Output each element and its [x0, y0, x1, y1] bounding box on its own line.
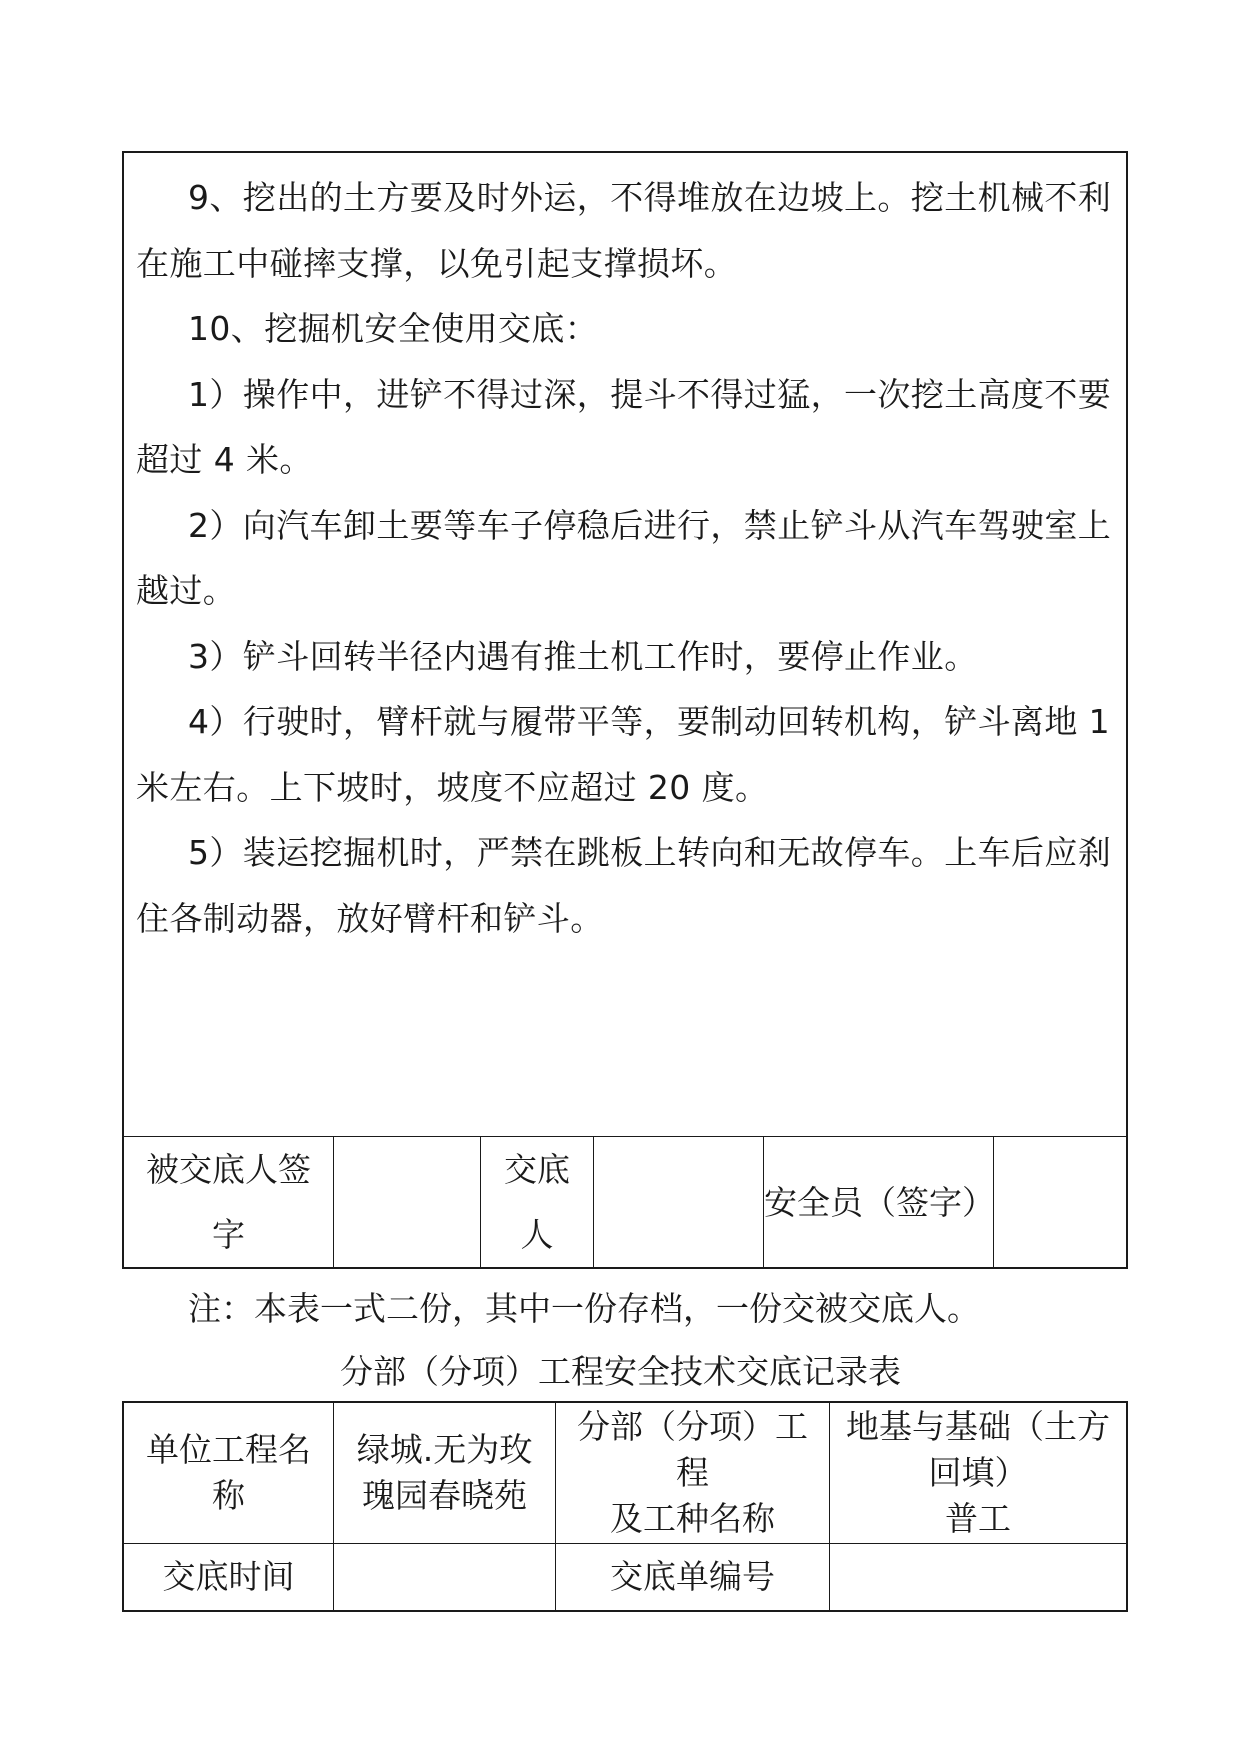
- procedure-subitem-2: 2）向汽车卸土要等车子停稳后进行，禁止铲斗从汽车驾驶室上越过。: [136, 505, 1112, 610]
- recipient-signature-label: [124, 1137, 334, 1267]
- sub-project-value[interactable]: [830, 1403, 1126, 1543]
- sub-project-value-line1: 地基与基础（土方: [846, 1407, 1110, 1446]
- sub-project-label-line2: 程: [676, 1453, 709, 1492]
- briefing-record-table: [122, 151, 1128, 1269]
- briefing-number-label-text: 交底单编号: [610, 1557, 775, 1596]
- next-form-row-briefing: [124, 1544, 1126, 1610]
- procedure-subitem-3: 3）铲斗回转半径内遇有推土机工作时，要停止作业。: [188, 636, 978, 676]
- unit-project-label-line1: 单位工程名: [146, 1430, 311, 1469]
- briefer-label: [481, 1137, 594, 1267]
- unit-project-label-line2: 称: [212, 1476, 245, 1515]
- briefing-content-text: [136, 165, 1114, 951]
- sub-project-value-line3: 普工: [945, 1499, 1011, 1538]
- unit-project-value-line1: 绿城.无为玫: [356, 1430, 533, 1469]
- procedure-subitem-5: 5）装运挖掘机时，严禁在跳板上转向和无故停车。上车后应刹住各制动器，放好臂杆和铲斗。: [136, 833, 1112, 938]
- procedure-subitem-4: 4）行驶时，臂杆就与履带平等，要制动回转机构，铲斗离地 1 米左右。上下坡时，坡度不应超过 20 度。: [136, 702, 1111, 807]
- safety-officer-label: [764, 1137, 994, 1267]
- recipient-signature-label-line1: 被交底人签: [146, 1150, 311, 1189]
- sub-project-label-line3: 及工种名称: [610, 1499, 775, 1538]
- briefer-label-line2: 人: [520, 1215, 554, 1254]
- next-form-row-project: [124, 1403, 1126, 1544]
- unit-project-label: [124, 1403, 334, 1543]
- sub-project-value-line2: 回填）: [928, 1453, 1028, 1492]
- unit-project-value[interactable]: [334, 1403, 556, 1543]
- next-form-title: 分部（分项）工程安全技术交底记录表: [340, 1352, 901, 1391]
- procedure-item-10: 10、挖掘机安全使用交底：: [188, 309, 599, 348]
- briefing-number-label: [556, 1544, 830, 1610]
- briefing-time-label: [124, 1544, 334, 1610]
- briefer-signature-field[interactable]: [594, 1137, 764, 1267]
- sub-project-label: [556, 1403, 830, 1543]
- safety-officer-label-text: 安全员（签字）: [764, 1182, 995, 1222]
- briefing-number-field[interactable]: [830, 1544, 1126, 1610]
- form-note: 注：本表一式二份，其中一份存档，一份交被交底人。: [188, 1289, 980, 1328]
- safety-officer-signature-field[interactable]: [994, 1137, 1126, 1267]
- procedure-item-9: 9、挖出的土方要及时外运，不得堆放在边坡上。挖土机械不利在施工中碰摔支撑，以免引起支撑损坏。: [136, 178, 1112, 283]
- briefing-time-label-text: 交底时间: [162, 1557, 295, 1596]
- recipient-signature-label-line2: 字: [212, 1215, 245, 1254]
- unit-project-value-line2: 瑰园春晓苑: [362, 1476, 527, 1515]
- briefing-time-field[interactable]: [334, 1544, 556, 1610]
- signature-row: [124, 1137, 1126, 1267]
- procedure-subitem-1: 1）操作中，进铲不得过深，提斗不得过猛，一次挖土高度不要超过 4 米。: [136, 374, 1112, 479]
- briefer-label-line1: 交底: [504, 1150, 570, 1189]
- sub-project-label-line1: 分部（分项）工: [577, 1407, 808, 1446]
- next-form-header-table: [122, 1401, 1128, 1612]
- briefing-content-cell: [124, 153, 1126, 1137]
- recipient-signature-field[interactable]: [334, 1137, 481, 1267]
